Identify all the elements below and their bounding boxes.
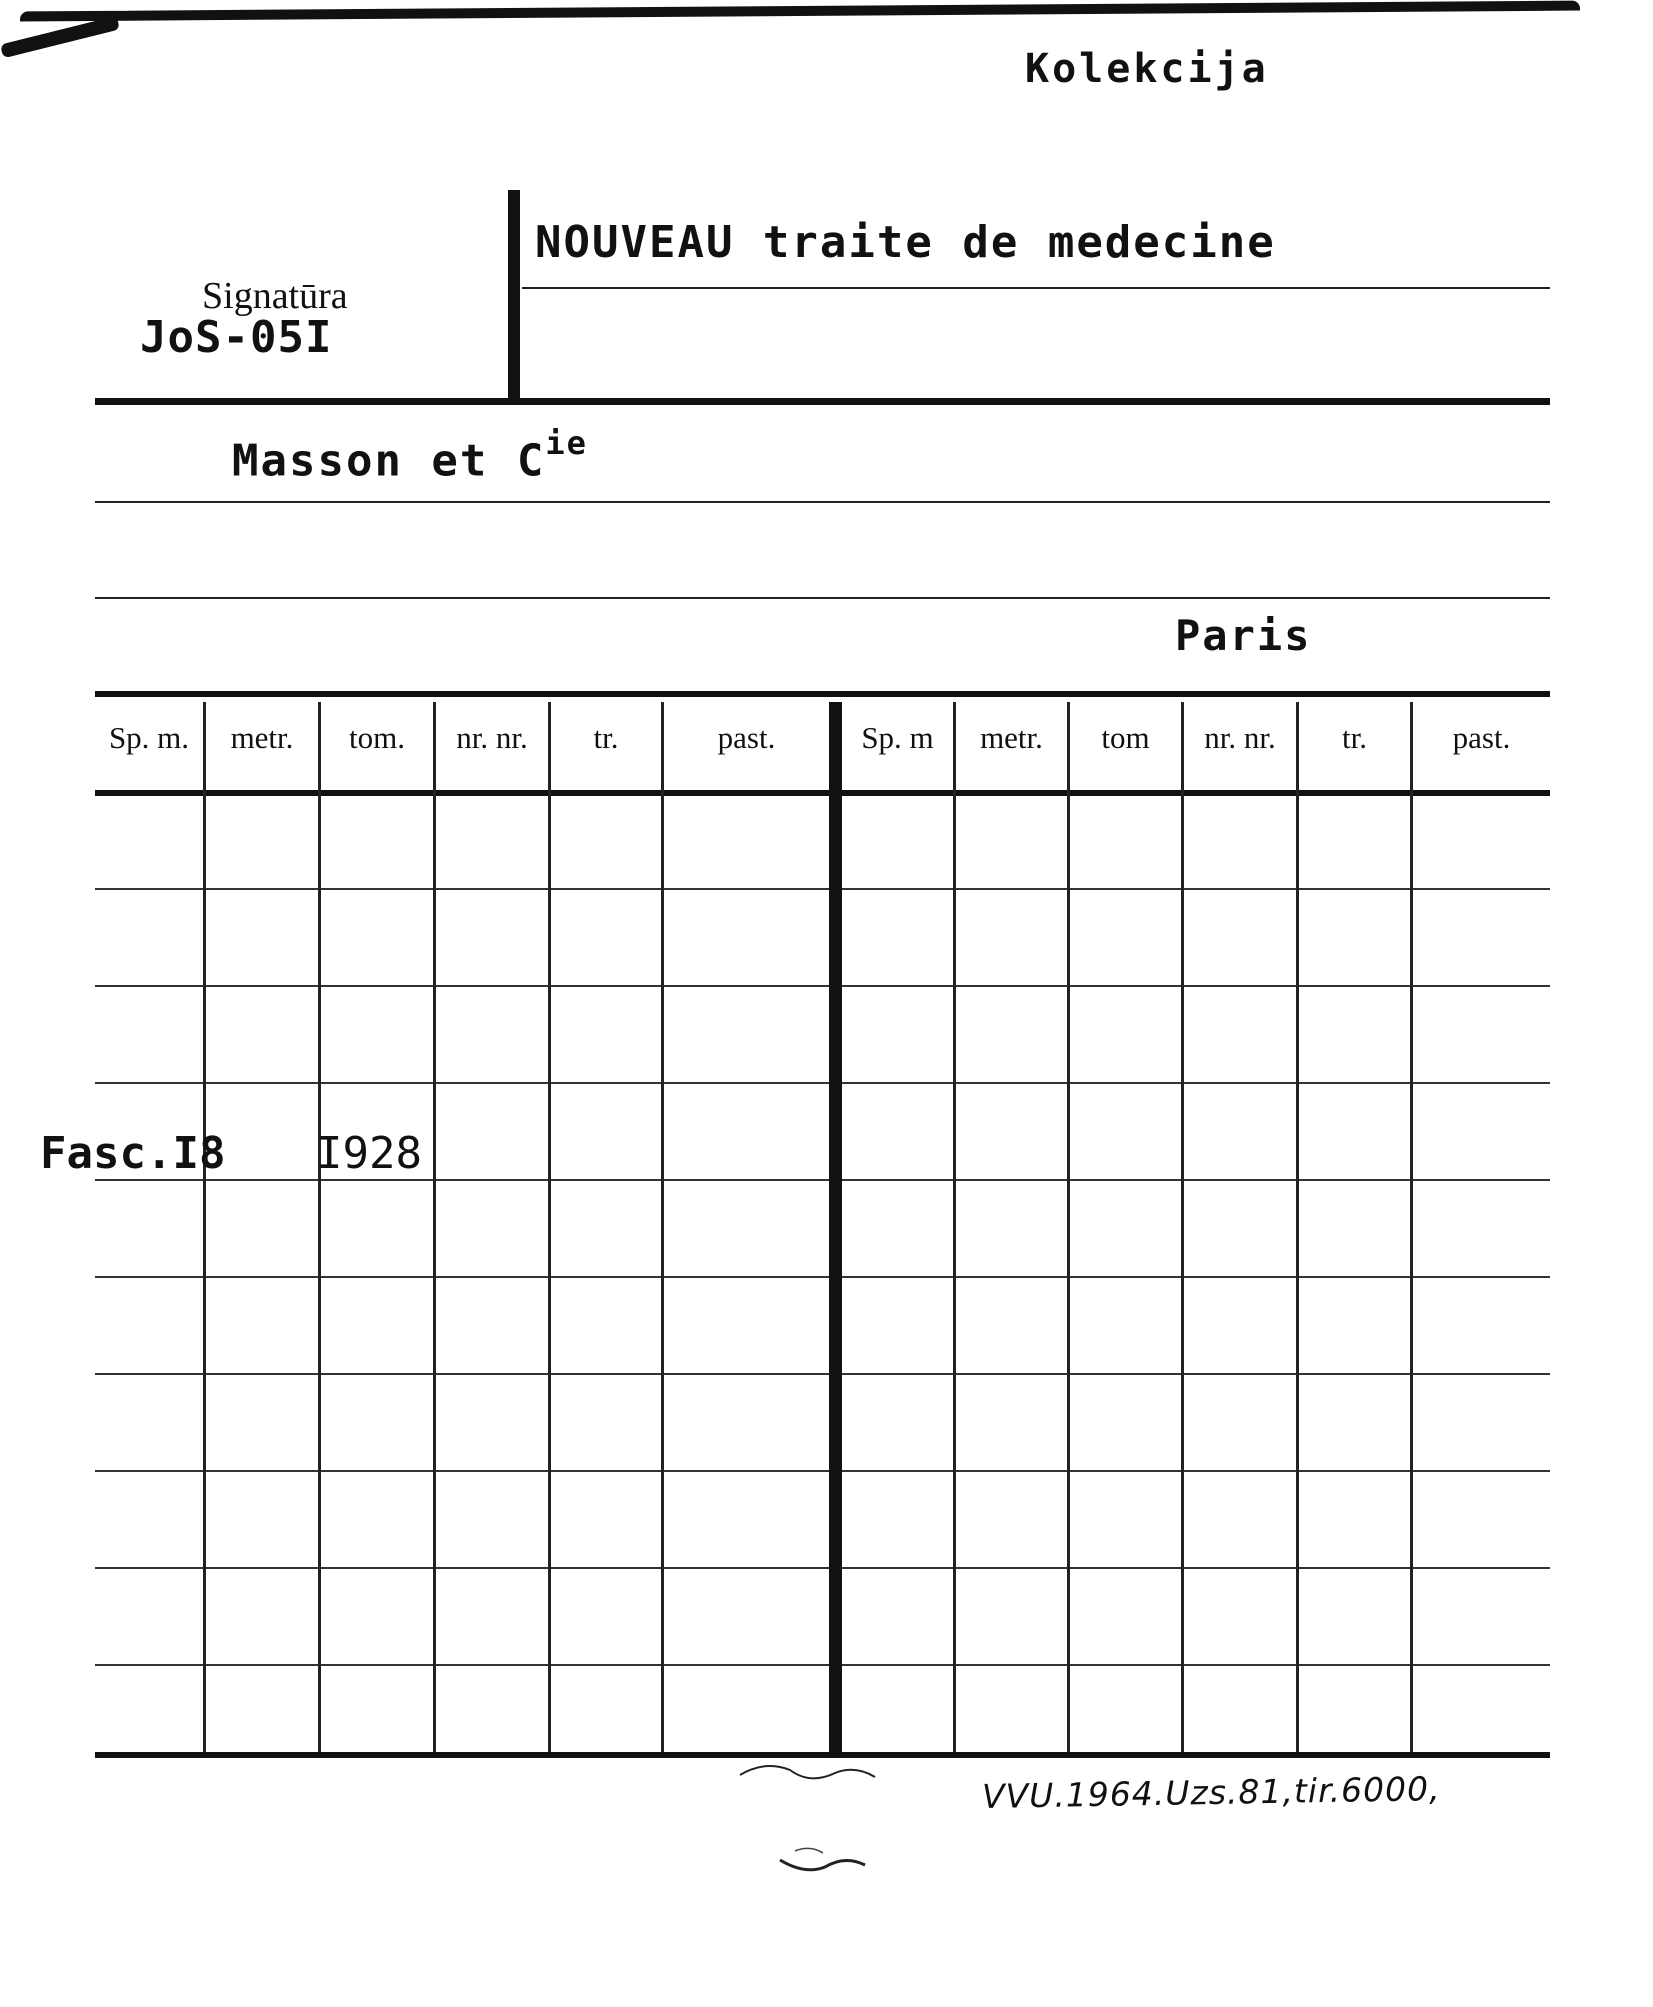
table-row-line <box>95 1567 1550 1569</box>
column-divider <box>203 702 206 1752</box>
table-row-line <box>95 1664 1550 1666</box>
table-top-rule <box>95 691 1550 697</box>
header-tom: tom. <box>349 720 405 755</box>
column-divider <box>1296 702 1299 1752</box>
header-tr: tr. <box>593 720 619 755</box>
header-nr-nr: nr. nr. <box>456 720 528 755</box>
table-row-line <box>95 1373 1550 1375</box>
blank-line <box>95 597 1550 599</box>
publisher-line <box>95 501 1550 503</box>
signature-value: JoS-05I <box>140 312 333 363</box>
card-corner-edge <box>0 16 120 59</box>
column-divider <box>433 702 436 1752</box>
collection-label: Kolekcija <box>1025 46 1269 92</box>
header-sp-m: Sp. m. <box>108 720 190 755</box>
table-row-line <box>95 1082 1550 1084</box>
place-of-publication: Paris <box>1175 611 1312 660</box>
header-sp-m-right: Sp. m <box>861 720 934 755</box>
table-row-line <box>95 1470 1550 1472</box>
header-tr-right: tr. <box>1342 720 1367 755</box>
card-top-edge <box>20 1 1580 22</box>
publisher-suffix: ie <box>545 424 588 462</box>
header-divider <box>508 190 520 402</box>
header-metr-right: metr. <box>980 720 1043 755</box>
header-past: past. <box>717 720 776 755</box>
table-center-divider <box>829 702 842 1752</box>
column-divider <box>661 702 664 1752</box>
publisher-name: Masson et C <box>232 435 546 487</box>
entry-year: I928 <box>316 1128 422 1179</box>
print-info: VVU.1964.Uzs.81,tir.6000, <box>981 1769 1441 1816</box>
table-row-line <box>95 1276 1550 1278</box>
column-divider <box>1181 702 1184 1752</box>
table-row-line <box>95 985 1550 987</box>
entry-fasc: Fasc.I8 <box>40 1128 226 1179</box>
column-divider <box>1410 702 1413 1752</box>
table-row-line <box>95 1179 1550 1181</box>
header-metr: metr. <box>230 720 294 755</box>
header-rule <box>95 398 1550 405</box>
header-past-right: past. <box>1452 720 1511 755</box>
signature-label: Signatūra <box>202 275 348 317</box>
column-divider <box>318 702 321 1752</box>
column-divider <box>1067 702 1070 1752</box>
table-row-line <box>95 888 1550 890</box>
ink-squiggle-mark <box>735 1755 885 1885</box>
column-divider <box>548 702 551 1752</box>
table-header-rule <box>95 790 1550 796</box>
title-underline <box>522 287 1550 289</box>
book-title: NOUVEAU traite de medecine <box>535 217 1276 268</box>
publisher <box>232 424 588 487</box>
header-nr-nr-right: nr. nr. <box>1204 720 1276 755</box>
header-tom-right: tom <box>1101 720 1150 755</box>
column-divider <box>953 702 956 1752</box>
